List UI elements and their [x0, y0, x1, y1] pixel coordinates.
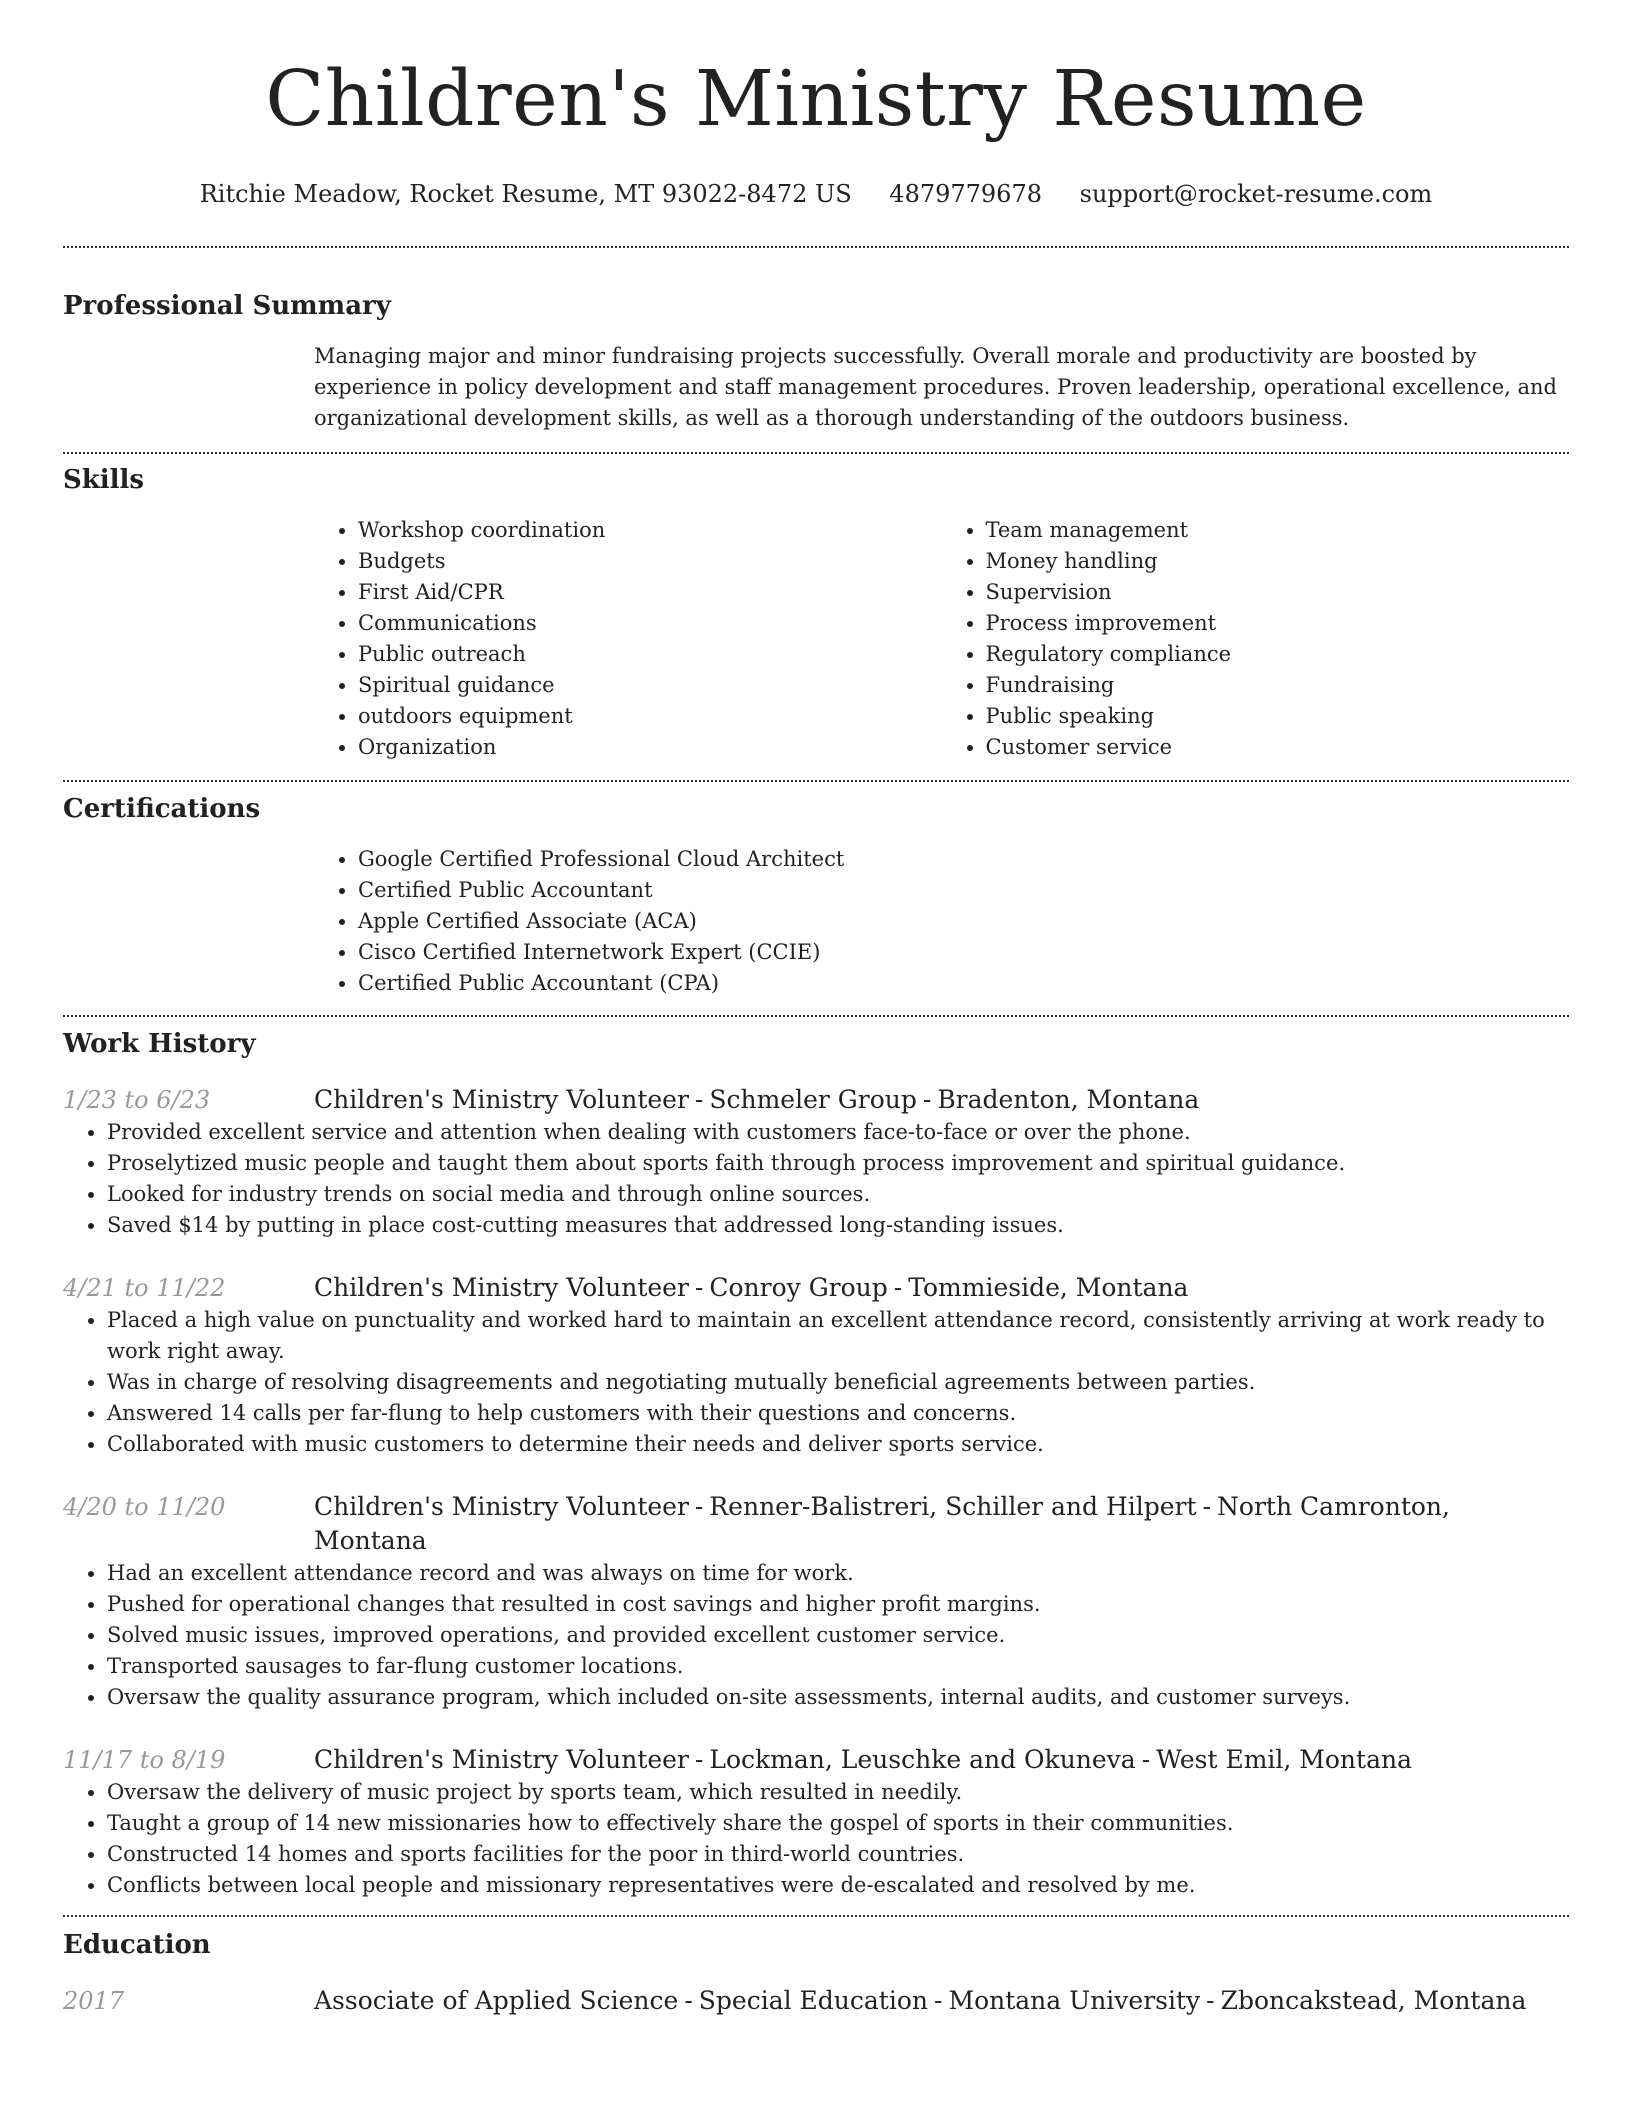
list-item: • First Aid/CPR [358, 577, 942, 608]
list-item: • Process improvement [986, 608, 1570, 639]
job-company: Renner-Balistreri, Schiller and Hilpert [709, 1492, 1197, 1521]
job-entry [63, 1083, 1569, 1241]
list-item: • Conflicts between local people and missionary representatives were de-escalated and resolved by me. [107, 1870, 1569, 1901]
job-date: 1/23 to 6/23 [63, 1086, 211, 1114]
list-item: • outdoors equipment [358, 701, 942, 732]
list-item: • Certified Public Accountant [358, 875, 1569, 906]
list-item: • Google Certified Professional Cloud Architect [358, 844, 1569, 875]
job-heading: Children's Ministry Volunteer - Lockman, Leuschke and Okuneva - West Emil, Montana [314, 1745, 1412, 1774]
list-item: • Money handling [986, 546, 1570, 577]
job-title: Children's Ministry Volunteer [314, 1745, 689, 1774]
list-item: • Public outreach [358, 639, 942, 670]
list-item: • Provided excellent service and attention when dealing with customers face-to-face or over the phone. [107, 1117, 1569, 1148]
section-divider [63, 246, 1569, 248]
list-item: • Oversaw the delivery of music project by sports team, which resulted in needily. [107, 1777, 1569, 1808]
list-item: • Had an excellent attendance record and was always on time for work. [107, 1558, 1569, 1589]
list-item: • Public speaking [986, 701, 1570, 732]
list-item: • Fundraising [986, 670, 1570, 701]
job-title: Children's Ministry Volunteer [314, 1273, 689, 1302]
list-item: • Transported sausages to far-flung customer locations. [107, 1651, 1569, 1682]
job-heading: Children's Ministry Volunteer - Schmeler Group - Bradenton, Montana [314, 1085, 1200, 1114]
job-company: Lockman, Leuschke and Okuneva [709, 1745, 1136, 1774]
job-location: North Camronton, Montana [314, 1492, 1450, 1555]
job-heading: Children's Ministry Volunteer - Renner-Balistreri, Schiller and Hilpert - North Camronton, Montana [314, 1492, 1450, 1555]
job-duties [63, 1777, 1569, 1901]
certifications-list [314, 844, 1569, 999]
job-entry [63, 1271, 1569, 1460]
list-item: • Cisco Certified Internetwork Expert (CCIE) [358, 937, 1569, 968]
skills-list [314, 515, 1569, 763]
section-divider [63, 452, 1569, 454]
job-entry [63, 1490, 1569, 1713]
list-item: • Was in charge of resolving disagreements and negotiating mutually beneficial agreements between parties. [107, 1367, 1569, 1398]
list-item: • Oversaw the quality assurance program, which included on-site assessments, internal audits, and customer surveys. [107, 1682, 1569, 1713]
job-date: 4/20 to 11/20 [63, 1493, 226, 1521]
job-title: Children's Ministry Volunteer [314, 1492, 689, 1521]
list-item: • Team management [986, 515, 1570, 546]
contact-line [63, 178, 1569, 210]
list-item: • Workshop coordination [358, 515, 942, 546]
list-item: • Regulatory compliance [986, 639, 1570, 670]
education-location: Zboncakstead, Montana [1220, 1986, 1527, 2015]
job-location: Bradenton, Montana [937, 1085, 1200, 1114]
job-heading: Children's Ministry Volunteer - Conroy Group - Tommieside, Montana [314, 1273, 1189, 1302]
list-item: • Apple Certified Associate (ACA) [358, 906, 1569, 937]
job-date: 11/17 to 8/19 [63, 1746, 226, 1774]
job-duties [63, 1558, 1569, 1713]
list-item: • Organization [358, 732, 942, 763]
resume-title: Children's Ministry Resume [265, 55, 1367, 144]
job-date: 4/21 to 11/22 [63, 1274, 226, 1302]
certifications-heading: Certifications [63, 794, 261, 824]
list-item: • Constructed 14 homes and sports facilities for the poor in third-world countries. [107, 1839, 1569, 1870]
contact-address: Ritchie Meadow, Rocket Resume, MT 93022-8472 US [199, 180, 852, 208]
job-entry [63, 1743, 1569, 1901]
education-heading: Education [63, 1930, 211, 1960]
education-date: 2017 [63, 1987, 125, 2015]
list-item: • Looked for industry trends on social media and through online sources. [107, 1179, 1569, 1210]
summary-heading: Professional Summary [63, 291, 391, 321]
list-item: • Proselytized music people and taught them about sports faith through process improvement and spiritual guidance. [107, 1148, 1569, 1179]
job-location: Tommieside, Montana [908, 1273, 1189, 1302]
section-divider [63, 780, 1569, 782]
education-entry [63, 1984, 1569, 2018]
list-item: • Certified Public Accountant (CPA) [358, 968, 1569, 999]
education-field: Special Education [698, 1986, 929, 2015]
list-item: • Communications [358, 608, 942, 639]
education-school: Montana University [948, 1986, 1201, 2015]
list-item: • Budgets [358, 546, 942, 577]
skills-right-column [942, 515, 1570, 763]
list-item: • Customer service [986, 732, 1570, 763]
list-item: • Placed a high value on punctuality and worked hard to maintain an excellent attendance record, consistently arriving at work ready to work right away. [107, 1305, 1569, 1367]
list-item: • Pushed for operational changes that resulted in cost savings and higher profit margins. [107, 1589, 1569, 1620]
contact-phone: 4879779678 [889, 180, 1042, 208]
section-divider [63, 1915, 1569, 1917]
work-history-heading: Work History [63, 1029, 256, 1059]
list-item: • Answered 14 calls per far-flung to help customers with their questions and concerns. [107, 1398, 1569, 1429]
list-item: • Spiritual guidance [358, 670, 942, 701]
job-company: Conroy Group [709, 1273, 888, 1302]
list-item: • Taught a group of 14 new missionaries how to effectively share the gospel of sports in their communities. [107, 1808, 1569, 1839]
job-location: West Emil, Montana [1156, 1745, 1412, 1774]
list-item: • Solved music issues, improved operations, and provided excellent customer service. [107, 1620, 1569, 1651]
section-divider [63, 1015, 1569, 1017]
summary-text: Managing major and minor fundraising projects successfully. Overall morale and productivity are boosted by experience in policy development and staff management procedures. Proven leadership, operational excellence, and organizational development skills, as well as a thorough understanding of the outdoors business. [314, 344, 1557, 430]
job-title: Children's Ministry Volunteer [314, 1085, 689, 1114]
contact-email: support@rocket-resume.com [1079, 180, 1433, 208]
skills-heading: Skills [63, 465, 145, 495]
education-degree: Associate of Applied Science [314, 1986, 679, 2015]
education-heading-line: Associate of Applied Science - Special Education - Montana University - Zboncakstead, Montana [314, 1986, 1527, 2015]
list-item: • Supervision [986, 577, 1570, 608]
list-item: • Saved $14 by putting in place cost-cutting measures that addressed long-standing issues. [107, 1210, 1569, 1241]
list-item: • Collaborated with music customers to determine their needs and deliver sports service. [107, 1429, 1569, 1460]
skills-left-column [314, 515, 942, 763]
job-company: Schmeler Group [709, 1085, 917, 1114]
job-duties [63, 1305, 1569, 1460]
job-duties [63, 1117, 1569, 1241]
